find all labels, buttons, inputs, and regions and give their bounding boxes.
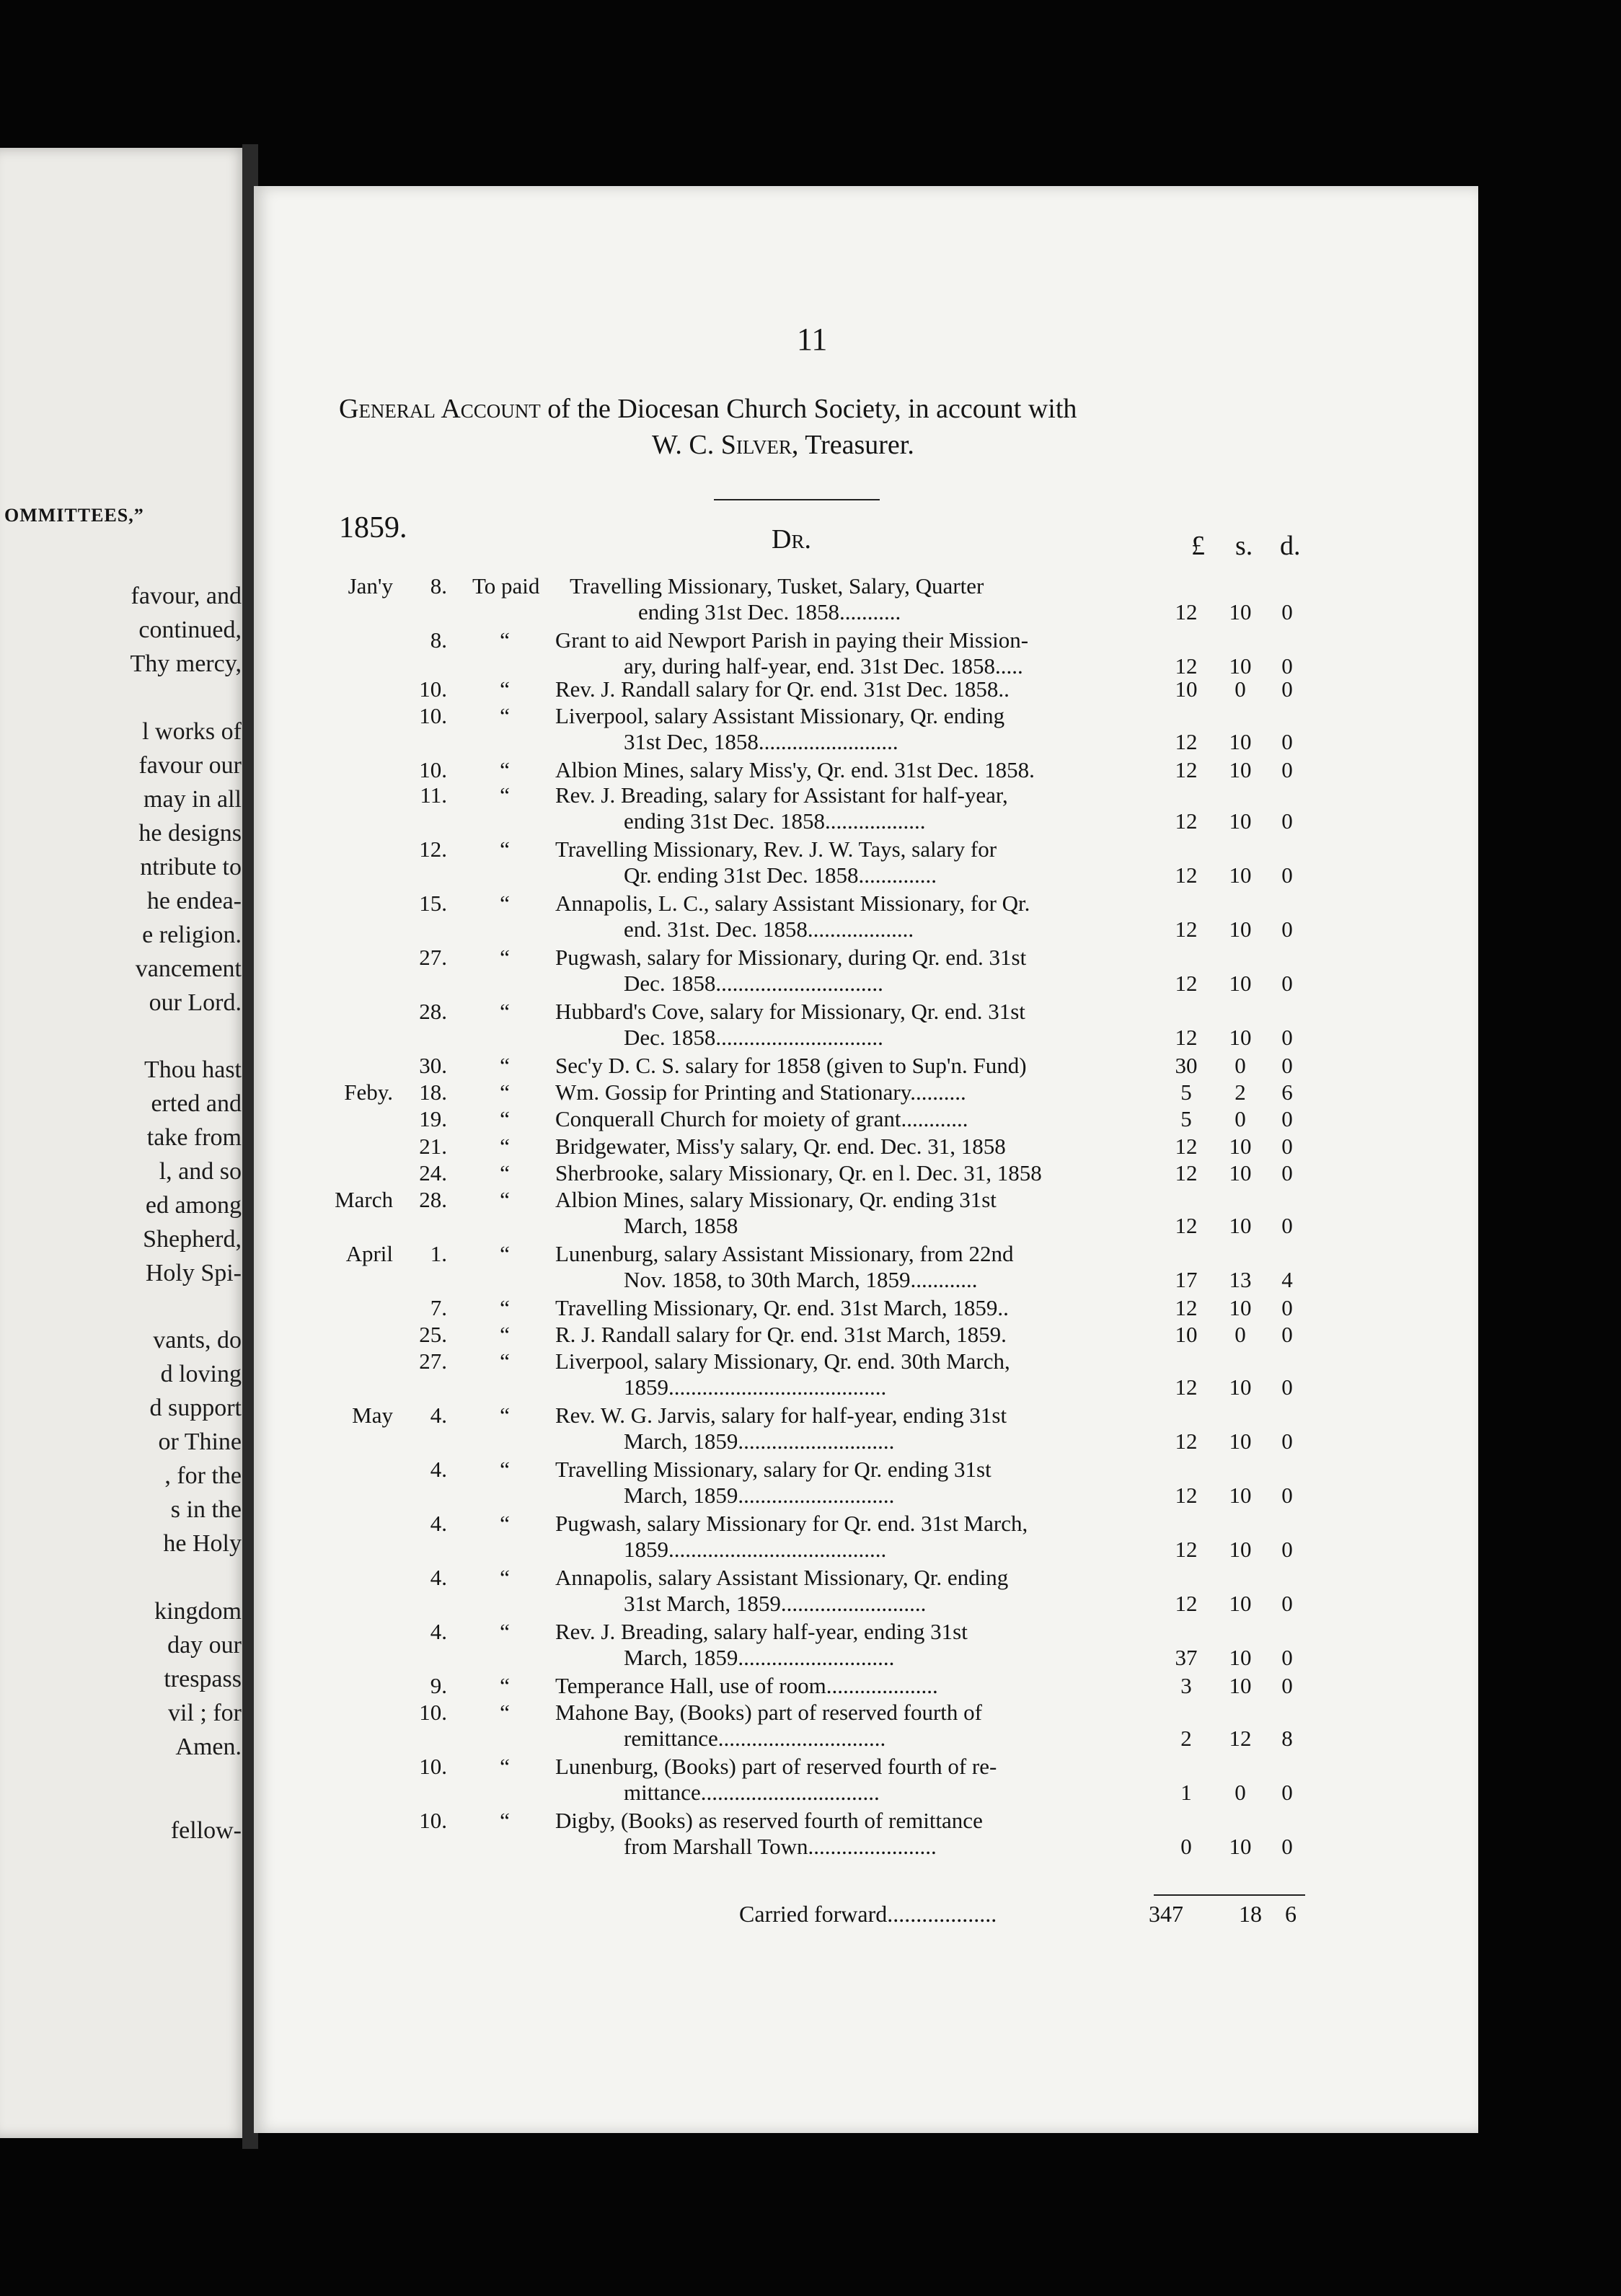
entry-description [555,1700,1168,1752]
ditto-mark: “ [500,1565,510,1590]
entry-description [555,1565,1168,1617]
entry-pounds: 17 [1175,1267,1198,1292]
entry-description [555,1134,1168,1160]
entry-description-line1: Rev. J. Breading, salary half-year, ending 31st [555,1619,968,1644]
ditto-mark: “ [500,1457,510,1482]
entry-pounds: 2 [1180,1726,1192,1751]
entry-pounds: 12 [1175,1374,1198,1400]
entry-month: Jan'y [348,573,393,599]
entry-description [555,1348,1168,1400]
facing-page-line: he Holy [163,1530,242,1557]
entry-pounds: 12 [1175,1134,1198,1159]
treasurer-title: , Treasurer. [791,430,914,460]
entry-day: 4. [430,1511,447,1536]
entry-pounds: 0 [1180,1834,1192,1859]
entry-description [555,1754,1168,1806]
facing-page-line: vancement [135,955,242,982]
entry-pence: 0 [1281,1106,1293,1131]
entry-pence: 4 [1281,1267,1293,1292]
entry-description [555,1673,1168,1699]
ditto-mark: “ [500,1754,510,1779]
ditto-mark: “ [500,1187,510,1212]
debit-heading: Dr. [772,524,811,555]
entry-description-line2: ary, during half-year, end. 31st Dec. 1858..... [624,653,1023,679]
entry-month: March [335,1187,393,1212]
facing-page-line: Shepherd, [143,1226,242,1253]
entry-shillings: 2 [1234,1079,1246,1105]
entry-description-line2: March, 1859............................ [624,1483,895,1508]
entry-day: 21. [419,1134,447,1159]
entry-description-line1: Lunenburg, (Books) part of reserved fourth of re- [555,1754,997,1779]
facing-page-line: may in all [143,786,242,813]
entry-description [555,1295,1168,1321]
entry-description [555,627,1168,679]
entry-day: 30. [419,1053,447,1078]
entry-description-line1: Travelling Missionary, salary for Qr. ending 31st [555,1457,991,1482]
entry-description-line1: Liverpool, salary Missionary, Qr. end. 30th March, [555,1348,1010,1374]
ditto-mark: “ [500,1053,510,1078]
entry-pounds: 1 [1180,1780,1192,1805]
entry-day: 27. [419,945,447,970]
entry-day: 8. [430,627,447,653]
entry-pounds: 37 [1175,1645,1198,1670]
entry-pounds: 12 [1175,1025,1198,1050]
entry-pence: 0 [1281,1160,1293,1185]
ditto-mark: “ [500,1808,510,1833]
facing-page-line: trespass [164,1666,242,1692]
facing-page-line: favour, and [131,583,242,609]
facing-page-fragment [0,148,249,2138]
entry-description-line2: March, 1859............................ [624,1429,895,1454]
entry-description [555,1106,1168,1132]
total-rule [1154,1894,1305,1896]
ditto-mark: “ [500,1700,510,1725]
facing-page-line: erted and [151,1090,242,1117]
entry-pence: 0 [1281,1429,1293,1454]
entry-description [555,703,1168,755]
facing-page-line: Thy mercy, [130,650,242,677]
pence-column-header: d. [1280,531,1301,561]
pounds-column-header: £ [1191,531,1205,561]
entry-description-line2: March, 1859............................ [624,1645,895,1670]
shillings-column-header: s. [1235,531,1253,561]
entry-pounds: 12 [1175,1295,1198,1320]
carried-forward-shillings: 18 [1239,1901,1262,1927]
entry-day: 10. [419,1808,447,1833]
ditto-mark: “ [500,1106,510,1131]
entry-pounds: 12 [1175,1483,1198,1508]
entry-description-line1: Conquerall Church for moiety of grant............ [555,1106,968,1131]
entry-day: 28. [419,999,447,1024]
entry-pence: 0 [1281,1591,1293,1616]
entry-description-line2: ending 31st Dec. 1858.................. [624,808,926,834]
entry-pence: 0 [1281,676,1293,702]
entry-pence: 0 [1281,1537,1293,1562]
entry-description-line2: 31st Dec, 1858......................... [624,729,898,754]
treasurer-initials: W. C. [652,430,721,460]
entry-pence: 0 [1281,599,1293,624]
entry-day: 24. [419,1160,447,1185]
entry-description [555,1241,1168,1293]
entry-pence: 0 [1281,1322,1293,1347]
entry-pounds: 12 [1175,1537,1198,1562]
entry-month: Feby. [344,1079,393,1105]
facing-page-line: l works of [142,718,242,745]
facing-page-line: our Lord. [149,989,242,1016]
entry-description-line1: Temperance Hall, use of room.................... [555,1673,938,1698]
facing-page-line: s in the [170,1496,242,1523]
entry-description [555,1079,1168,1105]
entry-pounds: 10 [1175,676,1198,702]
entry-pence: 0 [1281,729,1293,754]
entry-description-line1: Liverpool, salary Assistant Missionary, Qr. ending [555,703,1005,728]
ditto-mark: “ [500,703,510,728]
ditto-mark: “ [500,1295,510,1320]
entry-description [555,1457,1168,1509]
entry-description [555,1322,1168,1348]
entry-description-line2: mittance................................ [624,1780,880,1805]
entry-pence: 0 [1281,653,1293,679]
entry-description-line1: Albion Mines, salary Missionary, Qr. ending 31st [555,1187,997,1212]
entry-description-line1: Rev. J. Randall salary for Qr. end. 31st Dec. 1858.. [555,676,1010,702]
entry-day: 4. [430,1403,447,1428]
entry-pence: 8 [1281,1726,1293,1751]
entry-pence: 0 [1281,862,1293,888]
entry-shillings: 10 [1229,1591,1252,1616]
facing-page-line: d loving [160,1361,242,1387]
entry-description-line1: Bridgewater, Miss'y salary, Qr. end. Dec. 31, 1858 [555,1134,1006,1159]
entry-month: April [345,1241,393,1266]
entry-description-line1: Rev. J. Breading, salary for Assistant for half-year, [555,782,1008,808]
ditto-mark: “ [500,1322,510,1347]
entry-pence: 0 [1281,1213,1293,1238]
entry-pence: 6 [1281,1079,1293,1105]
entry-day: 4. [430,1457,447,1482]
entry-day: 19. [419,1106,447,1131]
account-title [339,393,1077,425]
entry-pence: 0 [1281,971,1293,996]
entry-description-line1: Mahone Bay, (Books) part of reserved fourth of [555,1700,982,1725]
entry-shillings: 10 [1229,1374,1252,1400]
facing-page-line: day our [167,1632,242,1659]
facing-page-line: take from [146,1124,242,1151]
entry-description-line2: Nov. 1858, to 30th March, 1859............ [624,1267,978,1292]
entry-shillings: 10 [1229,1160,1252,1185]
entry-description-line2: end. 31st. Dec. 1858................... [624,917,914,942]
entry-description [555,1619,1168,1671]
facing-page-line: Amen. [175,1734,242,1760]
entry-description-line1: Digby, (Books) as reserved fourth of remittance [555,1808,983,1833]
facing-page-line: he endea- [146,888,242,914]
ditto-mark: “ [500,1160,510,1185]
entry-shillings: 0 [1234,676,1246,702]
entry-pounds: 12 [1175,729,1198,754]
entry-description [555,836,1168,888]
facing-page-line: l, and so [159,1158,242,1185]
entry-description-line1: Pugwash, salary for Missionary, during Qr. end. 31st [555,945,1027,970]
ditto-mark: “ [500,945,510,970]
facing-page-line: vil ; for [168,1700,242,1726]
entry-day: 11. [420,782,447,808]
entry-day: 12. [419,836,447,862]
entry-shillings: 10 [1229,1134,1252,1159]
title-rule [714,499,880,500]
entry-pounds: 5 [1180,1106,1192,1131]
ditto-mark: “ [500,757,510,782]
to-paid-label: To paid [472,573,540,599]
entry-description-line2: ending 31st Dec. 1858........... [638,599,901,624]
entry-day: 10. [419,757,447,782]
entry-shillings: 0 [1234,1106,1246,1131]
entry-shillings: 0 [1234,1322,1246,1347]
entry-pounds: 12 [1175,808,1198,834]
entry-description [555,782,1168,834]
entry-pounds: 30 [1175,1053,1198,1078]
ditto-mark: “ [500,676,510,702]
entry-pounds: 12 [1175,757,1198,782]
ditto-mark: “ [500,1673,510,1698]
entry-shillings: 0 [1234,1053,1246,1078]
facing-page-line: Thou hast [143,1056,242,1083]
entry-day: 10. [419,703,447,728]
entry-shillings: 10 [1229,1295,1252,1320]
entry-day: 8. [430,573,447,599]
ledger-year: 1859. [339,511,407,544]
entry-description [555,945,1168,997]
carried-forward-pence: 6 [1285,1901,1297,1927]
entry-pounds: 12 [1175,1213,1198,1238]
ditto-mark: “ [500,891,510,916]
facing-page-line: fellow- [170,1817,242,1844]
entry-day: 25. [419,1322,447,1347]
entry-description-line1: Sec'y D. C. S. salary for 1858 (given to Sup'n. Fund) [555,1053,1027,1078]
facing-page-line: kingdom [154,1598,242,1625]
entry-pence: 0 [1281,1645,1293,1670]
entry-description [555,999,1168,1051]
entry-pence: 0 [1281,1025,1293,1050]
entry-description-line1: Rev. W. G. Jarvis, salary for half-year, ending 31st [555,1403,1007,1428]
entry-pence: 0 [1281,1295,1293,1320]
entry-pence: 0 [1281,1834,1293,1859]
entry-description-line2: Qr. ending 31st Dec. 1858.............. [624,862,937,888]
entry-description-line2: remittance.............................. [624,1726,886,1751]
facing-page-line: vants, do [153,1327,242,1354]
entry-description-line1: Grant to aid Newport Parish in paying their Mission- [555,627,1029,653]
facing-page-line: ed among [145,1192,242,1219]
entry-shillings: 10 [1229,1834,1252,1859]
entry-shillings: 0 [1234,1780,1246,1805]
entry-description-line1: Hubbard's Cove, salary for Missionary, Qr. end. 31st [555,999,1025,1024]
facing-page-line: ntribute to [140,854,242,880]
entry-description [555,1160,1168,1186]
entry-description [555,1808,1168,1860]
entry-description [570,573,1168,625]
entry-shillings: 10 [1229,599,1252,624]
ditto-mark: “ [500,1348,510,1374]
entry-description-line1: Albion Mines, salary Miss'y, Qr. end. 31st Dec. 1858. [555,757,1035,782]
entry-description-line1: Lunenburg, salary Assistant Missionary, from 22nd [555,1241,1014,1266]
entry-shillings: 10 [1229,917,1252,942]
entry-pence: 0 [1281,1374,1293,1400]
entry-description [555,676,1168,702]
entry-day: 15. [419,891,447,916]
entry-shillings: 10 [1229,653,1252,679]
entry-description-line2: Dec. 1858.............................. [624,1025,883,1050]
treasurer-line [652,429,914,461]
entry-description-line1: Sherbrooke, salary Missionary, Qr. en l. Dec. 31, 1858 [555,1160,1042,1185]
entry-pounds: 12 [1175,1160,1198,1185]
entry-description [555,757,1168,783]
entry-shillings: 13 [1229,1267,1252,1292]
entry-pence: 0 [1281,757,1293,782]
entry-pounds: 12 [1175,917,1198,942]
entry-shillings: 10 [1229,1213,1252,1238]
ditto-mark: “ [500,1079,510,1105]
entry-description-line2: March, 1858 [624,1213,738,1238]
facing-page-line: continued, [138,617,242,643]
entry-pence: 0 [1281,1483,1293,1508]
entry-shillings: 10 [1229,1537,1252,1562]
entry-shillings: 10 [1229,971,1252,996]
entry-shillings: 12 [1229,1726,1252,1751]
entry-shillings: 10 [1229,808,1252,834]
entry-day: 9. [430,1673,447,1698]
facing-page-heading: OMMITTEES,” [4,505,144,526]
entry-pounds: 12 [1175,862,1198,888]
ditto-mark: “ [500,1134,510,1159]
carried-forward-label: Carried forward................... [739,1901,997,1927]
entry-description-line1: Pugwash, salary Missionary for Qr. end. 31st March, [555,1511,1028,1536]
entry-day: 10. [419,1700,447,1725]
entry-shillings: 10 [1229,1645,1252,1670]
entry-pence: 0 [1281,917,1293,942]
entry-shillings: 10 [1229,1483,1252,1508]
entry-pounds: 3 [1180,1673,1192,1698]
account-title-rest: of the Diocesan Church Society, in account with [540,394,1077,424]
entry-day: 4. [430,1565,447,1590]
ditto-mark: “ [500,836,510,862]
carried-forward-pounds: 347 [1149,1901,1183,1927]
entry-pounds: 12 [1175,599,1198,624]
entry-description [555,1053,1168,1079]
entry-description-line1: Travelling Missionary, Rev. J. W. Tays, salary for [555,836,997,862]
facing-page-line: d support [149,1395,242,1421]
entry-pence: 0 [1281,1780,1293,1805]
facing-page-line: he designs [138,820,242,847]
entry-day: 28. [419,1187,447,1212]
entry-description-line1: Annapolis, salary Assistant Missionary, Qr. ending [555,1565,1009,1590]
entry-description-line1: Annapolis, L. C., salary Assistant Missionary, for Qr. [555,891,1030,916]
entry-description [555,1187,1168,1239]
entry-shillings: 10 [1229,729,1252,754]
entry-description-line2: from Marshall Town....................... [624,1834,937,1859]
entry-description [555,1403,1168,1454]
entry-day: 18. [419,1079,447,1105]
entry-pence: 0 [1281,1134,1293,1159]
ditto-mark: “ [500,782,510,808]
entry-description-line2: 1859....................................... [624,1374,887,1400]
entry-pounds: 12 [1175,971,1198,996]
facing-page-line: e religion. [142,922,242,948]
entry-shillings: 10 [1229,1429,1252,1454]
treasurer-name: Silver [720,430,792,460]
account-title-smallcaps: General Account [339,394,541,424]
entry-day: 1. [430,1241,447,1266]
facing-page-line: , for the [164,1462,242,1489]
facing-page-line: or Thine [158,1429,242,1455]
entry-description [555,1511,1168,1563]
entry-description-line2: Dec. 1858.............................. [624,971,883,996]
facing-page-line: favour our [138,752,242,779]
entry-description-line1: Travelling Missionary, Qr. end. 31st March, 1859.. [555,1295,1009,1320]
page-number: 11 [797,322,828,357]
entry-pounds: 12 [1175,653,1198,679]
entry-day: 10. [419,676,447,702]
entry-pounds: 12 [1175,1429,1198,1454]
facing-page-line: Holy Spi- [145,1260,242,1286]
entry-pounds: 5 [1180,1079,1192,1105]
ditto-mark: “ [500,1511,510,1536]
ditto-mark: “ [500,1403,510,1428]
entry-month: May [352,1403,393,1428]
entry-pence: 0 [1281,1673,1293,1698]
entry-pence: 0 [1281,808,1293,834]
ditto-mark: “ [500,627,510,653]
entry-description-line2: 31st March, 1859.......................... [624,1591,927,1616]
entry-day: 7. [430,1295,447,1320]
entry-pence: 0 [1281,1053,1293,1078]
entry-description-line1: Travelling Missionary, Tusket, Salary, Quarter [570,573,984,599]
entry-description [555,891,1168,942]
ditto-mark: “ [500,1241,510,1266]
ditto-mark: “ [500,1619,510,1644]
entry-shillings: 10 [1229,757,1252,782]
entry-day: 10. [419,1754,447,1779]
entry-shillings: 10 [1229,1673,1252,1698]
entry-day: 27. [419,1348,447,1374]
entry-day: 4. [430,1619,447,1644]
entry-pounds: 10 [1175,1322,1198,1347]
entry-shillings: 10 [1229,862,1252,888]
ditto-mark: “ [500,999,510,1024]
entry-shillings: 10 [1229,1025,1252,1050]
entry-description-line1: Wm. Gossip for Printing and Stationary.......... [555,1079,966,1105]
entry-pounds: 12 [1175,1591,1198,1616]
entry-description-line1: R. J. Randall salary for Qr. end. 31st March, 1859. [555,1322,1007,1347]
entry-description-line2: 1859....................................... [624,1537,887,1562]
